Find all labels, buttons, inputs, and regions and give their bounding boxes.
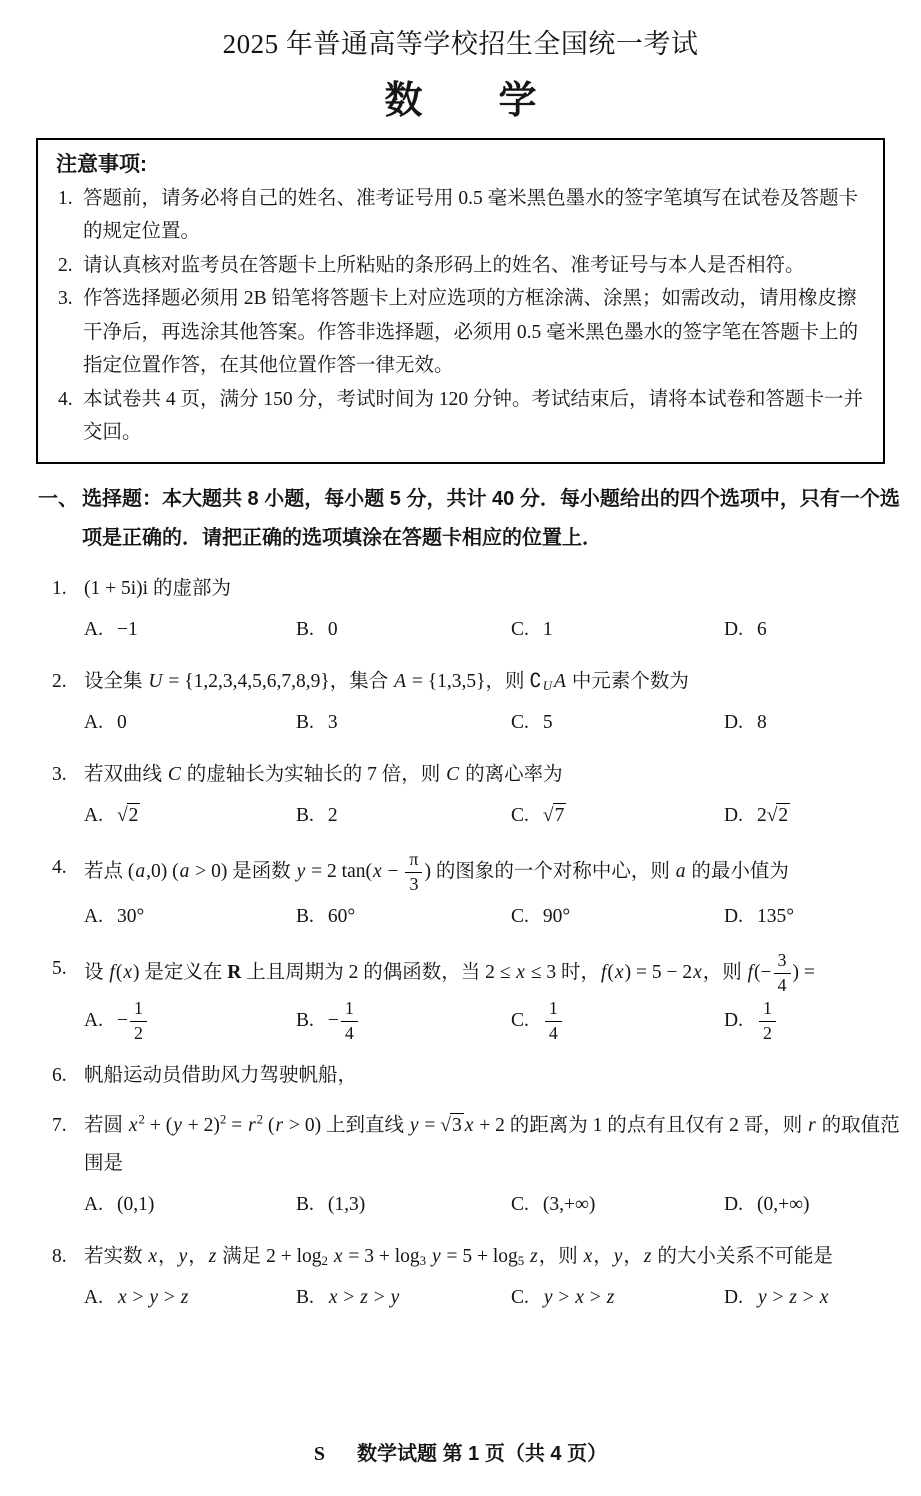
option-text: 5 [542, 711, 553, 733]
notice-item [56, 249, 867, 283]
question-text: 若实数 x，y，z 满足 $2 + \log_2 x = 3 + \log_3 y = 5 + \log_5 z$，则 x，y，z 的大小关系不可能是 [84, 1245, 833, 1268]
option-text: − $\frac{1}{2}$ [117, 1010, 149, 1031]
option-text: (1,3) [327, 1193, 366, 1215]
notice-item [56, 182, 867, 249]
question-5 [0, 950, 921, 1045]
option-label: A. [84, 618, 103, 640]
question-2 [0, 663, 921, 744]
notice-item-text: 作答选择题必须用 2B 铅笔将答题卡上对应选项的方框涂满、涂黑；如需改动，请用橡皮擦干净后，再选涂其他答案。作答非选择题，必须用 0.5 毫米黑色墨水的签字笔在答题卡上的指定位置作答，在其他位置作答一律无效。 [83, 288, 859, 377]
notice-item-text: 答题前，请务必将自己的姓名、准考证号用 0.5 毫米黑色墨水的签字笔填写在试卷及答题卡的规定位置。 [83, 187, 859, 243]
option-label: C. [511, 1193, 529, 1215]
option-text: 135° [756, 906, 795, 928]
options-row [84, 998, 915, 1045]
question-list [0, 570, 921, 1319]
options-row [84, 795, 915, 837]
notice-box [36, 138, 885, 464]
option-text: √2 [117, 805, 140, 826]
option-b [296, 702, 511, 744]
options-row [84, 702, 915, 744]
option-label: A. [84, 804, 103, 826]
option-label: D. [724, 906, 743, 928]
section-label: 一、 [38, 487, 78, 510]
option-label: D. [724, 1286, 743, 1308]
option-label: A. [84, 906, 103, 928]
question-6 [0, 1057, 921, 1095]
question-number: 3. [52, 763, 67, 785]
option-d [724, 795, 915, 837]
question-text: 帆船运动员借助风力驾驶帆船， [84, 1064, 358, 1086]
question-number: 6. [52, 1064, 67, 1086]
option-text: 0 [327, 618, 338, 640]
option-a [84, 609, 296, 651]
option-text: (0,1) [116, 1193, 155, 1215]
notice-item [56, 282, 867, 383]
notice-item-number: 2. [58, 254, 73, 276]
option-d [724, 998, 915, 1045]
option-label: A. [84, 711, 103, 733]
option-text: 2 [327, 804, 338, 826]
option-text: (0,+∞) [756, 1193, 810, 1215]
option-label: C. [511, 711, 529, 733]
option-c [511, 896, 724, 938]
option-b [296, 1184, 511, 1226]
option-b [296, 795, 511, 837]
section-heading [0, 480, 915, 558]
question-text: (1 + 5i)i 的虚部为 [84, 577, 231, 599]
section-heading-text: 选择题：本大题共 8 小题，每小题 5 分，共计 40 分．每小题给出的四个选项中，只有一个选项是正确的．请把正确的选项填涂在答题卡相应的位置上． [82, 487, 900, 549]
option-b [296, 896, 511, 938]
options-row [84, 609, 915, 651]
option-a [84, 1184, 296, 1226]
options-row [84, 1277, 915, 1319]
option-c [511, 702, 724, 744]
notice-item-text: 本试卷共 4 页，满分 150 分，考试时间为 120 分钟。考试结束后，请将本试卷和答题卡一并交回。 [83, 388, 864, 444]
option-text: − $\frac{1}{4}$ [328, 1010, 360, 1031]
question-text: 设全集 U = {1,2,3,4,5,6,7,8,9}，集合 A = {1,3,5}，则 $∁_U$ A 中元素个数为 [84, 670, 689, 693]
option-d [724, 1277, 915, 1319]
option-label: B. [296, 906, 314, 928]
option-c [511, 609, 724, 651]
option-label: C. [511, 1286, 529, 1308]
option-text: x > z > y [328, 1286, 400, 1308]
footer-page-indicator: 数学试题 第 1 页（共 4 页） [357, 1443, 608, 1465]
option-c [511, 998, 724, 1045]
exam-subject: 数 学 [384, 80, 537, 122]
option-c [511, 795, 724, 837]
option-b [296, 1277, 511, 1319]
notice-item-text: 请认真核对监考员在答题卡上所粘贴的条形码上的姓名、准考证号与本人是否相符。 [83, 254, 805, 276]
notice-heading: 注意事项: [56, 153, 147, 176]
option-d [724, 896, 915, 938]
question-text: 若双曲线 C 的虚轴长为实轴长的 7 倍，则 C 的离心率为 [84, 763, 563, 785]
option-label: D. [724, 804, 743, 826]
option-label: B. [296, 1286, 314, 1308]
option-label: D. [724, 1009, 743, 1031]
question-text: 若圆 $x^2 + (y + 2)^2 = r^2$ (r > 0) 上到直线 y = √3 x + 2 的距离为 1 的点有且仅有 2 哥，则 r 的取值范围是 [84, 1112, 900, 1174]
option-label: A. [84, 1286, 103, 1308]
notice-item-number: 1. [58, 187, 73, 209]
question-7 [0, 1107, 921, 1226]
question-text: 若点 (a,0) (a > 0) 是函数 y = 2 tan(x − $\frac{\pi}{3}$ ) 的图象的一个对称中心，则 a 的最小值为 [84, 848, 789, 894]
option-label: B. [296, 711, 314, 733]
option-label: D. [724, 1193, 743, 1215]
option-text: x > y > z [117, 1286, 189, 1308]
option-label: B. [296, 1193, 314, 1215]
option-text: 8 [756, 711, 767, 733]
option-text: y > x > z [543, 1286, 615, 1308]
option-text: y > z > x [757, 1286, 829, 1308]
option-text: 90° [542, 906, 571, 928]
page-footer [0, 1437, 921, 1466]
question-number: 5. [52, 958, 67, 980]
option-a [84, 998, 296, 1045]
option-text: √7 [543, 805, 566, 826]
option-label: B. [296, 618, 314, 640]
option-label: D. [724, 711, 743, 733]
option-d [724, 702, 915, 744]
option-text: 3 [327, 711, 338, 733]
option-label: C. [511, 1009, 529, 1031]
footer-paper-code: S [313, 1443, 326, 1465]
option-text: 1 [542, 618, 553, 640]
notice-item-number: 4. [58, 388, 73, 410]
option-c [511, 1184, 724, 1226]
option-b [296, 998, 511, 1045]
option-a [84, 795, 296, 837]
option-label: C. [511, 618, 529, 640]
option-text: −1 [116, 618, 138, 640]
question-number: 8. [52, 1245, 67, 1267]
option-d [724, 1184, 915, 1226]
option-label: A. [84, 1009, 103, 1031]
exam-title: 2025 年普通高等学校招生全国统一考试 [222, 29, 699, 59]
option-text: $\frac{1}{2}$ [757, 1010, 778, 1031]
options-row [84, 896, 915, 938]
option-label: B. [296, 804, 314, 826]
option-text: 60° [327, 906, 356, 928]
option-label: C. [511, 906, 529, 928]
notice-item-number: 3. [58, 288, 73, 310]
option-c [511, 1277, 724, 1319]
option-label: C. [511, 804, 529, 826]
option-label: A. [84, 1193, 103, 1215]
option-b [296, 609, 511, 651]
question-number: 7. [52, 1114, 67, 1136]
option-label: B. [296, 1009, 314, 1031]
options-row [84, 1184, 915, 1226]
option-text: 2√2 [757, 805, 790, 826]
option-label: D. [724, 618, 743, 640]
option-d [724, 609, 915, 651]
question-number: 2. [52, 670, 67, 692]
question-number: 4. [52, 856, 67, 878]
question-text: 设 f(x) 是定义在 R 上且周期为 2 的偶函数，当 2 ≤ x ≤ 3 时，f(x) = 5 − 2x，则 f(− $\frac{3}{4}$ ) = [84, 950, 815, 996]
option-a [84, 896, 296, 938]
option-a [84, 702, 296, 744]
question-4 [0, 849, 921, 939]
question-number: 1. [52, 577, 67, 599]
option-text: (3,+∞) [542, 1193, 596, 1215]
question-3 [0, 756, 921, 837]
option-text: $\frac{1}{4}$ [543, 1010, 564, 1031]
option-text: 6 [756, 618, 767, 640]
option-a [84, 1277, 296, 1319]
option-text: 30° [116, 906, 145, 928]
question-8 [0, 1238, 921, 1319]
option-text: 0 [116, 711, 127, 733]
question-1 [0, 570, 921, 651]
notice-item [56, 383, 867, 450]
